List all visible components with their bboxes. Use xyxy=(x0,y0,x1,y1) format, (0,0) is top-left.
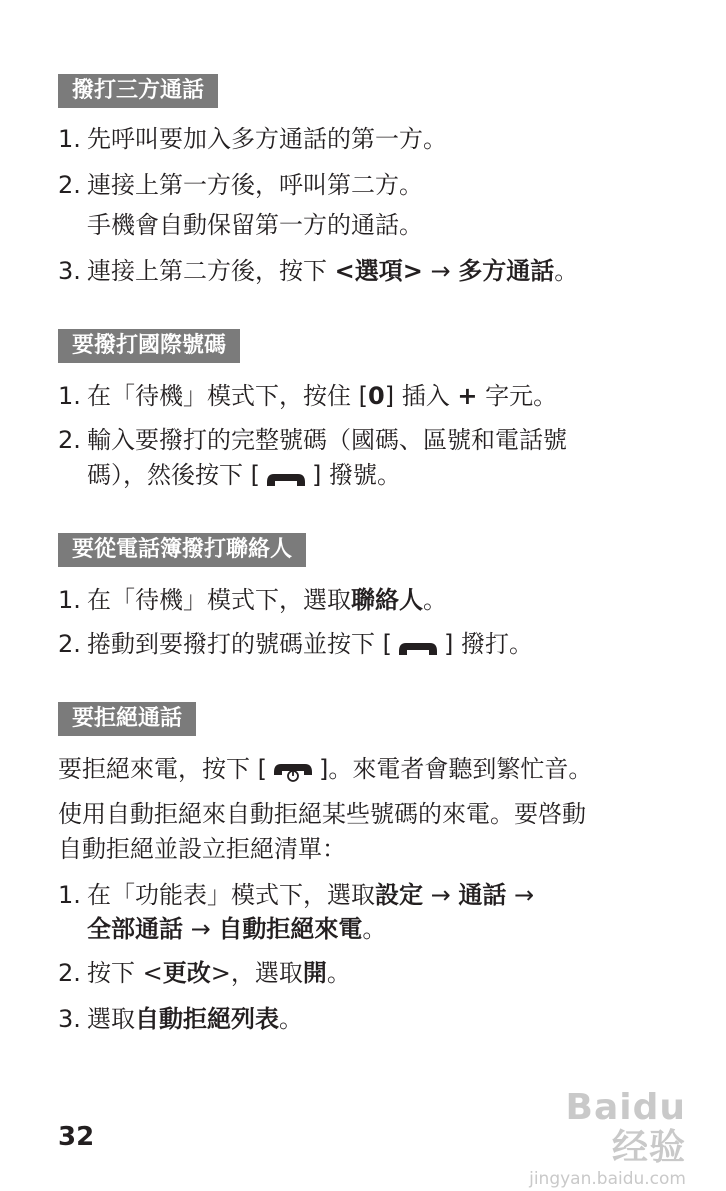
item-number: 2. xyxy=(58,959,81,987)
item-text: 。 xyxy=(423,586,447,614)
on-option-label: 開 xyxy=(302,959,327,987)
list-item-continuation xyxy=(87,914,386,944)
item-text: 輸入要撥打的完整號碼（國碼、區號和電話號 xyxy=(87,426,567,454)
arrow: → xyxy=(423,881,459,909)
watermark-logo-text: Baidu 经验 xyxy=(565,1087,686,1168)
list-item xyxy=(58,425,567,455)
item-text: 字元。 xyxy=(477,382,558,410)
item-text: 在「待機」模式下，按住 [ xyxy=(87,382,368,410)
list-item xyxy=(58,958,351,988)
list-item xyxy=(58,880,534,910)
item-number: 1. xyxy=(58,382,81,410)
section-heading-phonebook-call: 要從電話簿撥打聯絡人 xyxy=(58,533,306,567)
item-number: 2. xyxy=(58,171,81,199)
item-text: 連接上第二方後，按下 xyxy=(87,257,335,285)
item-text: 捲動到要撥打的號碼並按下 [ xyxy=(87,630,392,658)
item-text: 。 xyxy=(362,915,387,943)
paragraph-line: 使用自動拒絕來自動拒絕某些號碼的來電。要啓動 xyxy=(58,800,586,828)
item-text: 按下 < xyxy=(87,959,163,987)
item-text: >，選取 xyxy=(210,959,303,987)
paragraph-text: ]。來電者會聽到繁忙音。 xyxy=(319,755,593,783)
list-item-continuation xyxy=(87,460,401,496)
section-heading-international-call: 要撥打國際號碼 xyxy=(58,329,240,363)
item-text: ] 撥號。 xyxy=(312,461,401,489)
item-text: 連接上第一方後，呼叫第二方。 xyxy=(87,171,423,199)
item-number: 3. xyxy=(58,1005,81,1033)
item-number: 3. xyxy=(58,257,81,285)
plus-char-label: + xyxy=(457,382,478,410)
auto-reject-list-label: 自動拒絕列表 xyxy=(135,1005,279,1033)
item-number: 2. xyxy=(58,426,81,454)
section-heading-reject-call: 要拒絕通話 xyxy=(58,702,196,736)
item-number: 1. xyxy=(58,881,81,909)
item-number: 1. xyxy=(58,125,81,153)
list-item xyxy=(58,381,557,411)
item-text: 。 xyxy=(326,959,351,987)
list-item xyxy=(58,1004,303,1034)
call-key-icon xyxy=(396,635,440,665)
multiparty-label: 多方通話 xyxy=(458,257,555,285)
arrow: → xyxy=(422,257,459,285)
auto-reject-label: 自動拒絕來電 xyxy=(218,915,363,943)
end-power-key-icon xyxy=(271,760,315,790)
list-item-continuation: 手機會自動保留第一方的通話。 xyxy=(87,211,423,239)
item-text: ] 撥打。 xyxy=(444,630,533,658)
item-text: 先呼叫要加入多方通話的第一方。 xyxy=(87,125,447,153)
change-softkey-label: 更改 xyxy=(162,959,211,987)
options-softkey-label: <選項> xyxy=(334,257,423,285)
all-calls-label: 全部通話 xyxy=(87,915,183,943)
settings-label: 設定 xyxy=(375,881,423,909)
paragraph-line: 自動拒絕並設立拒絕清單： xyxy=(58,835,346,863)
item-text: 。 xyxy=(279,1005,303,1033)
arrow: → xyxy=(183,915,219,943)
arrow: → xyxy=(506,881,535,909)
page-number: 32 xyxy=(58,1122,95,1152)
item-text: 碼），然後按下 [ xyxy=(87,461,260,489)
list-item xyxy=(58,170,423,200)
list-item xyxy=(58,629,533,665)
item-number: 1. xyxy=(58,586,81,614)
zero-key-label: 0 xyxy=(368,382,385,410)
watermark-url: jingyan.baidu.com xyxy=(529,1169,686,1189)
item-text: ] 插入 xyxy=(384,382,458,410)
paragraph xyxy=(58,754,592,790)
item-text: 。 xyxy=(554,257,579,285)
call-key-icon xyxy=(264,466,308,496)
watermark xyxy=(516,1087,686,1189)
item-text: 在「待機」模式下，選取 xyxy=(87,586,351,614)
list-item xyxy=(58,124,447,154)
item-number: 2. xyxy=(58,630,81,658)
list-item xyxy=(58,585,447,615)
section-heading-three-way-call: 撥打三方通話 xyxy=(58,74,218,108)
contacts-label: 聯絡人 xyxy=(351,586,423,614)
list-item xyxy=(58,256,578,286)
call-label: 通話 xyxy=(458,881,507,909)
item-text: 在「功能表」模式下，選取 xyxy=(87,881,375,909)
item-text: 選取 xyxy=(87,1005,135,1033)
paragraph-text: 要拒絕來電，按下 [ xyxy=(58,755,267,783)
